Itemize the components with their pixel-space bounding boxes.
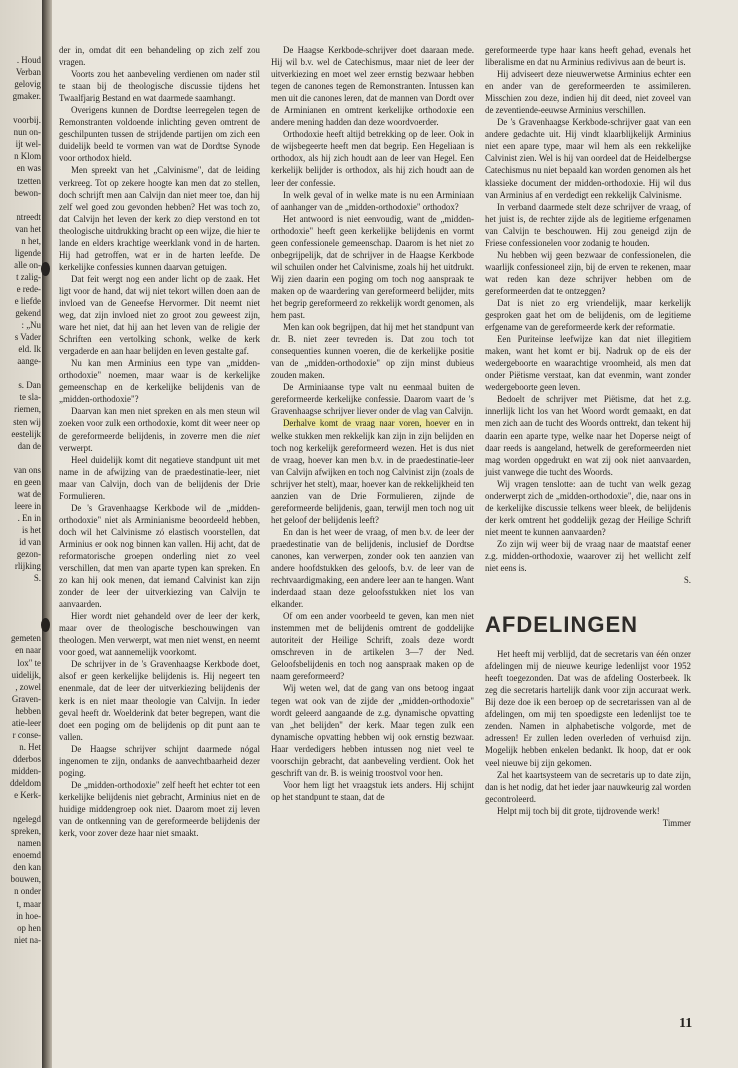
paragraph [59,405,260,453]
paragraph: Wij weten wel, dat de gang van ons betoog ingaat tegen wat ook van de zijde der „midden-orthodoxie" wordt geleerd aangaande de z.g. dynamische opvatting van „het belijden" der kerk. Maar tegen zulk een dynamische opvatting hebben wij ook ernstig bezwaar. Haar verdedigers hebben intussen nog niet veel te voorschijn gebracht, dat aanbeveling verdient. Ook het geschrift van dr. B. is weinig troostvol voor hen. [271,683,474,778]
previous-page-fragment: niet na- [14,934,41,945]
previous-page-fragment: n. Het [19,741,41,752]
previous-page-fragment: gmaker. [12,91,41,102]
paragraph: Dat feit wergt nog een ander licht op de zaak. Het ligt voor de hand, dat wij niet tekort willen doen aan de invloed van de Geneefse Hervormer. Dit neemt niet weg, dat zijn invloed niet zo groot zou geweest zijn, ware het niet, dat hij aan het leven van de religie der Schriften een vertolking schonk, welke de kerk vergaderde en aan haar belijden en leven gestalte gaf. [59,273,260,357]
paragraph: Nu kan men Arminius een type van „midden-orthodoxie" noemen, maar waar is de kerkelijke gemeenschap en de kerkelijke belijdenis van de „midden-orthodoxie"? [59,358,260,405]
previous-page-fragment: ngelegd [12,814,41,825]
author-signature: S. [683,575,691,586]
paragraph: En dan is het weer de vraag, of men b.v. de leer der praedestinatie van de belijdenis, inclusief de Dordtse canones, kan verwerpen, zonder ook ten aanzien van andere hoofdstukken des geloofs, b.v. de leer van de rechtvaardigmaking, een andere leer aan te hangen. Want inderdaad staan deze geloofsstukken niet los van elkander. [271,526,474,610]
paragraph: Heel duidelijk komt dit negatieve standpunt uit met name in de afwijzing van de praedestinatie-leer, niet maar van Calvijn, doch van de belijdenis der Drie Formulieren. [59,454,260,501]
paragraph: Het antwoord is niet eenvoudig, want de „midden-orthodoxie" heeft geen kerkelijke belijdenis en vormt geen confessionele gemeenschap. Daarom is het niet zo onbegrijpelijk, dat de schrijver in de Haagse Kerkbode wil schuilen onder het Calvinisme, zoals hij het uitdrukt. Wij zien daarin een poging om toch nog aanspraak te maken op de waardering van gereformeerd belijder, mits het begrip gereformeerd zo rekkelijk wordt genomen, als hem past. [271,213,474,321]
paragraph: Hier wordt niet gehandeld over de leer der kerk, maar over de theologische beschouwingen van theologen. Men verwerpt, wat men niet wenst, en neemt voor goed, wat aannemelijk voorkomt. [59,611,260,658]
paragraph: gereformeerde type haar kans heeft gehad, evenals het liberalisme en dat nu Arminius redivivus aan de beurt is. [485,45,691,68]
previous-page-fragment: ligende [14,247,41,258]
previous-page-fragment: rlijking [14,561,41,572]
previous-page-fragment: ijt wel- [15,139,41,150]
previous-page-fragment: gemeten [10,633,41,644]
paragraph: In welk geval of in welke mate is nu een Arminiaan of aanhanger van de „midden-orthodoxie" orthodox? [271,189,474,212]
column-2 [271,44,474,803]
paragraph: Men spreekt van het „Calvinisme", dat de leiding verkreeg. Tot op zekere hoogte kan men dat zo stellen, doch schrijft men aan Calvijn dan niet meer toe, dan hij zelf wel goed zou gevonden hebben? Het was toch zo, dat Calvijn het leven der kerk zo diep verstond en tot theologische uitdrukking bracht op een wijze, die hier te lande en elders krachtige weerklank vond in de harten. Hij had getroffen, wat er in de harten leefde. De kerkelijke confessies kunnen daarvan getuigen. [59,165,260,272]
previous-page-fragment: t zalig- [16,271,41,282]
previous-page-fragment: te sla- [19,392,41,403]
previous-page-fragment: enoemd [12,850,41,861]
paragraph: De schrijver in de 's Gravenhaagse Kerkbode doet, alsof er geen kerkelijke belijdenis is. Hij negeert ten enenmale, dat de leer der uitverkiezing belijdenis der kerk is en niet maar theologie van Calvijn. In ieder geval heeft dr. Woelderink dat beter begrepen, want die doet een poging om de belijdenis op dit punt aan te vallen. [59,659,260,742]
paragraph: De 's Gravenhaagse Kerkbode wil de „midden-orthodoxie" niet als Arminianisme beoordeeld hebben, doch wil het Calvinisme zó elastisch voorstellen, dat Arminius er ook nog binnen kan vallen. Hij acht, dat de reformatorische groepen onderling niet zo veel verschillen, dat men van aparte typen kan spreken. En zo kan hij ook menen, dat iemand Calvinist kan zijn zonder de leer der uitverkiezing van Calvijn te aanvaarden. [59,502,260,610]
previous-page-fragment: n onder [14,886,41,897]
previous-page-fragment: gezon- [16,549,41,560]
author-signature: Timmer [662,817,691,828]
previous-page-fragment: en geen [13,476,41,487]
paragraph: Wij vragen tenslotte: aan de tucht van welk gezag onderwerpt zich de „midden-orthodoxie", die, naar ons in de kerkelijke discussie telkens weer bleek, de belijdenis der kerk omtrent het goddelijk gezag der Heilige Schrift niet meent te kunnen aanvaarden? [485,478,691,537]
previous-page-fragment: atie-leer [11,717,41,728]
previous-page-fragment: en naar [15,645,41,656]
previous-page-fragment: hebben [15,705,41,716]
binding-spine [42,0,52,1068]
binding-hole [41,262,50,276]
previous-page-fragment: bouwen, [10,874,41,885]
previous-page-fragment: Graven- [11,693,41,704]
paragraph: Dat is niet zo erg vriendelijk, maar kerkelijk gesproken gaat het om de belijdenis, om de legitieme erfgename van de gereformeerde kerk der reformatie. [485,297,691,333]
previous-page-fragment: e Kerk- [14,790,41,801]
previous-page-fragment: . En in [17,512,41,523]
previous-page-fragment: eld. Ik [18,344,41,355]
binding-hole [41,618,50,632]
paragraph: De 's Gravenhaagse Kerkbode-schrijver gaat van een andere gedachte uit. Hij vindt klaarblijkelijk Arminius niet een apare type, maar wil hem als een rekkelijke Calvinist zien. Wel is hij van oordeel dat de Heidelbergse Catechismus nu niet bepaald kan worden genomen als het klassieke document der midden-orthodoxie. Hij wil dus van Arminius af en verdedigt een rekkelijk Calvinisme. [485,117,691,200]
previous-page-fragment: namen [17,838,41,849]
previous-page-fragment: gekend [15,308,41,319]
previous-page-fragment: dan de [17,440,41,451]
previous-page-fragment: uidelijk, [11,669,41,680]
previous-page-fragment: Verban [15,67,41,78]
paragraph: De Haagse Kerkbode-schrijver doet daaraan mede. Hij wil b.v. wel de Catechismus, maar niet de leer der uitverkiezing en moet wel zeer ernstig bezwaar hebben tegen de canones tegen de Remonstranten. Intussen kan men uit die canones leren, dat de mannen van Dordt over de Arminianen en omtrent kerkelijke orthodoxie een andere mening hadden dan deze woordvoerder. [271,45,474,128]
paragraph: De „midden-orthodoxie" zelf heeft het echter tot een kerkelijke belijdenis niet gebracht, Arminius niet en de huidige middengroep ook niet. Daarom moet zij leven van de ontkenning van de gereformeerde belijdenis der kerk, voor zover deze haar niet smaakt. [59,779,260,839]
text-run: Daarvan kan men niet spreken en als men steun wil zoeken voor zulk een orthodoxie, komt dit weer neer op de gereformeerde belijdenis, in zoverre men die [59,406,260,441]
previous-page-fragment: nun on- [13,127,41,138]
previous-page-fragment: s. Dan [18,380,41,391]
previous-page-fragment: tzetten [17,175,41,186]
previous-page-fragment: id van [19,537,41,547]
previous-page-fragment: leere in [14,500,41,511]
previous-page-fragment: S. [33,573,41,584]
paragraph: Orthodoxie heeft altijd betrekking op de leer. Ook in de wijsbegeerte heeft men dat begrip. Een Hegeliaan is orthodox, als hij zich houdt aan de leer van Hegel. Een kerkelijk belijder is orthodox, als hij zich houdt aan de leer der confessie. [271,129,474,188]
previous-page-fragment: den kan [13,862,41,873]
previous-page-fragment: s Vader [14,332,41,343]
previous-page-fragment: alle on- [14,259,41,270]
previous-page-fragment: van het [15,223,41,234]
previous-page-fragment: op hen [17,922,41,933]
emphasis: niet [246,430,261,441]
section-heading: AFDELINGEN [485,612,638,638]
previous-page-fragment: , zowel [15,681,41,692]
paragraph: Zal het kaartsysteem van de secretaris up to date zijn, dan is het nodig, dat het ieder jaar nauwkeurig zal worden gecontroleerd. [485,769,691,804]
previous-page-fragment: e rede- [16,283,41,294]
previous-page-fragment: gelovig [14,79,41,90]
paragraph: Het heeft mij verblijd, dat de secretaris van één onzer afdelingen mij de nieuwe keurige ledenlijst voor 1952 heeft toegezonden. Dat was de afdeling Oosterbeek. Ik zeg die secretaris hartelijk dank voor zijn accuraat werk. Bij deze doe ik een beroep op de secretarissen van al de afdelingen, om mij ten spoedigste een ledenlijst toe te zenden. Namen in alphabetische volgorde, met de adressen! Er zullen leden overleden of verhuisd zijn. Mogelijk hebben enkelen bedankt. Ik hoop, dat er ook veel nieuwe bij zijn gekomen. [485,649,691,768]
previous-page-fragment: van ons [13,464,41,475]
paragraph: De Haagse schrijver schijnt daarmede nógal ingenomen te zijn, ondanks de aanvechtbaarheid dezer poging. [59,743,260,778]
previous-page-edge [0,0,42,1068]
page-number: 11 [679,1016,693,1031]
paragraph: Zo zijn wij weer bij de vraag naar de maatstaf eener z.g. midden-orthodoxie, waarover zij het wellicht zelf niet eens is. [485,538,691,574]
previous-page-fragment: . Houd [16,55,41,65]
previous-page-fragment: spreken, [11,826,41,837]
text-run: en in welke stukken men rekkelijk kan zijn in zijn belijden en toch nog kerkelijk gereformeerd wezen. Het is dus niet de vraag, hoever kan men b.v. in de praedestinatie-leer van Calvijn afwijken en toch nog Calvinist zijn (zoals de schrijver het stelt), maar, hoever kan de rekkelijkheid ten aanzien van de Drie Formulieren, zijnde de gereformeerde belijdenis, gaan, terwijl men toch nog uit het geloof der belijdenis leeft? [271,418,475,525]
paragraph: Nu hebben wij geen bezwaar de confessionelen, die waarlijk confessioneel zijn, bij de erven te rekenen, maar wat reden kan deze schrijver hebben om de gereformeerden dat te ontzeggen? [485,249,691,296]
paragraph: De Arminiaanse type valt nu eenmaal buiten de gereformeerde kerkelijke confessie. Daarom vaart de 's Gravenhaagse schrijver liever onder de vlag van Calvijn. [271,382,474,417]
paragraph: Bedoelt de schrijver met Piëtisme, dat het z.g. innerlijk licht los van het Woord wordt gemaakt, en dat men zich aan de tucht des Woords onttrekt, dan tekent hij daarin een aparte type, welke naar het Doperse neigt of daar reeds is aangeland, hetwelk de gereformeerden niet mag worden opgedrukt en wat zij ook niet aanvaarden, juist vanwege die tucht des Woords. [485,394,691,477]
previous-page-fragment: t, maar [16,898,41,909]
paragraph [271,417,474,525]
paragraph: Voorts zou het aanbeveling verdienen om nader stil te staan bij de theologische discussie tijdens het Twaalfjarig Bestand en wat daarmede saamhangt. [59,69,260,104]
previous-page-fragment: e liefde [14,296,41,306]
previous-page-fragment: lox" te [17,657,41,668]
previous-page-fragment: n Klom [14,151,41,162]
previous-page-fragment: ddeldom [9,778,41,788]
paragraph: Een Puriteinse leefwijze kan dat niet illegitiem maken, want het komt er bij. Nadruk op de eis der wedergeboorte en waarachtige vroomheid, als men dat onder Piëtisme verstaat, kan dat evenmin, want zonder wedergeboorte geen leven. [485,334,691,393]
previous-page-fragment: bewon- [14,187,41,198]
previous-page-fragment: aange- [17,356,41,367]
paragraph: Men kan ook begrijpen, dat hij met het standpunt van dr. B. niet zeer tevreden is. Dat zou toch tot consequenties kunnen voeren, die de kerkelijke positie van de „midden-orthodoxie" op zijn minst dubieus zouden maken. [271,322,474,381]
previous-page-fragment: eestelijk [11,428,41,439]
paragraph: der in, omdat dit een behandeling op zich zelf zou vragen. [59,45,260,68]
previous-page-fragment: in hoe- [16,910,41,921]
text-run: verwerpt. [59,442,93,453]
column-3 [485,44,691,829]
previous-page-fragment: is het [22,524,41,535]
previous-page-fragment: riemen, [14,404,41,415]
previous-page-fragment: dderbos [12,753,41,764]
previous-page-fragment: : „Nu [21,320,41,331]
highlighted-text: Derhalve komt de vraag naar voren, hoever [283,418,450,429]
previous-page-fragment: sten wij [13,416,41,427]
paragraph: In verband daarmede stelt deze schrijver de vraag, of het juist is, de rechter zijde als de legitieme erfgenamen van Calvijn te beschouwen. Hij zou geneigd zijn de Friese confessionelen voor zodanig te houden. [485,201,691,248]
previous-page-fragment: voorbij. [13,115,41,126]
paragraph: Voor hem ligt het vraagstuk iets anders. Hij schijnt op het standpunt te staan, dat de [271,779,474,802]
column-1 [59,44,260,839]
previous-page-fragment: wat de [17,488,41,499]
paragraph: Hij adviseert deze nieuwerwetse Arminius echter een en ander van de gereformeerden te assimileren. Misschien zou deze, indien hij dit deed, niet zoveel van de zeventiende-eeuwse Arminius verschillen. [485,69,691,116]
previous-page-fragment: midden- [11,765,41,776]
paragraph: Overigens kunnen de Dordtse leerregelen tegen de Remonstranten voldoende inlichting geven omtrent de geschilpunten tussen de strijdende partijen om zich een duidelijk beeld te vormen van wat de Dordtse Synode voor orthodox hield. [59,105,260,164]
previous-page-fragment: en was [16,163,41,174]
previous-page-fragment: n het, [21,235,41,246]
previous-page-fragment: ntreedt [16,211,41,222]
paragraph: Helpt mij toch bij dit grote, tijdrovende werk! [497,805,660,816]
previous-page-fragment: r conse- [12,729,41,740]
paragraph: Of om een ander voorbeeld te geven, kan men niet instemmen met de belijdenis omtrent de goddelijke autoriteit der Heilige Schrift, zoals deze wordt omschreven in de artikelen 3—7 der Ned. Geloofsbelijdenis en toch nog aanspraak maken op de naam gereformeerd? [271,611,474,682]
